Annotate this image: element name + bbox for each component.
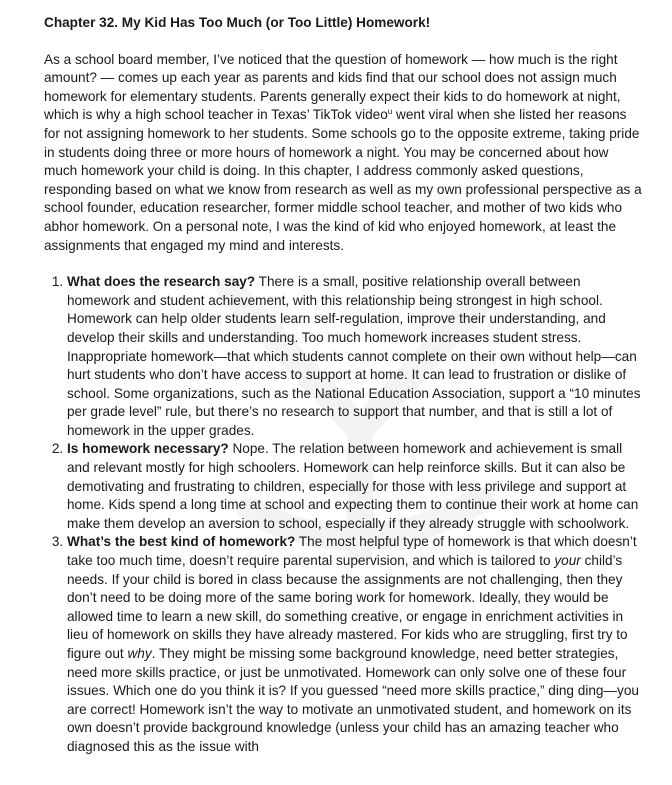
question-heading: Is homework necessary? (67, 441, 229, 457)
intro-text-part1: As a school board member, I’ve noticed that the question of homework — how much is the right amount? — comes up each year as parents and kids find that our school does not assign much homework for elementary students. Parents generally expect their kids to do homework at night, which is why a high school teacher in Texas’ TikTok video (44, 51, 621, 123)
list-item (67, 533, 644, 756)
chapter-title: Chapter 32. My Kid Has Too Much (or Too Little) Homework! (44, 15, 431, 30)
question-heading: What’s the best kind of homework? (67, 534, 296, 550)
footnote-marker: u (387, 107, 393, 117)
answer-text: There is a small, positive relationship overall between homework and student achievement, with this relationship being strongest in high school. Homework can help older students learn self-regulation, improve their understanding, and develop their skills and understanding. Too much homework increases student stress. Inappropriate homework—that which students cannot complete on their own without help—can hurt students who don’t have access to support at home. It can lead to frustration or dislike of school. Some organizations, such as the National Education Association, support a “10 minutes per grade level” rule, but there’s no research to support that number, and that is still a lot of homework in the upper grades. (67, 274, 641, 438)
question-heading: What does the research say? (67, 274, 256, 290)
answer-text: . They might be missing some background knowledge, need better strategies, need more skills practice, or just be unmotivated. Homework can only solve one of these four issues. Which one do you think it is? If you guessed “need more skills practice,” ding ding—you are correct! Homework isn’t the way to motivate an unmotivated student, and homework on its own doesn’t provide background knowledge (unless your child has an amazing teacher who diagnosed this as the issue with (67, 646, 639, 754)
answer-text: child’s needs. If your child is bored in class because the assignments are not challenging, then they don’t need to be doing more of the same boring work for homework. Ideally, they would be allowed time to learn a new skill, do something creative, or engage in enrichment activities in lieu of homework on skills they have already mastered. For kids who are struggling, first try to figure out (67, 553, 628, 661)
faq-list (44, 273, 644, 756)
emphasis-text: your (554, 553, 581, 569)
document-page (44, 14, 644, 757)
answer-text: The most helpful type of homework is that which doesn’t take too much time, doesn’t require parental supervision, and which is tailored to (67, 534, 637, 569)
intro-text-part2: went viral when she listed her reasons for not assigning homework to her students. Some schools go to the opposite extreme, taking pride in students doing three or more hours of homework a night. You may be concerned about how much homework your child is doing. In this chapter, I address commonly asked questions, responding based on what we know from research as well as my own professional perspective as a school founder, education researcher, former middle school teacher, and mother of two kids who abhor homework. On a personal note, I was the kind of kid who enjoyed homework, at least the assignments that engaged my mind and interests. (44, 107, 642, 253)
intro-paragraph (44, 51, 644, 256)
answer-text: Nope. The relation between homework and achievement is small and relevant mostly for high schoolers. Homework can help reinforce skills. But it can also be demotivating and frustrating to children, especially for those with less privilege and support at home. Kids spend a long time at school and expecting them to continue their work at home can make them develop an aversion to school, especially if they already struggle with schoolwork. (67, 441, 639, 531)
list-item (67, 273, 644, 440)
emphasis-text: why (127, 646, 152, 661)
list-item (67, 440, 644, 533)
